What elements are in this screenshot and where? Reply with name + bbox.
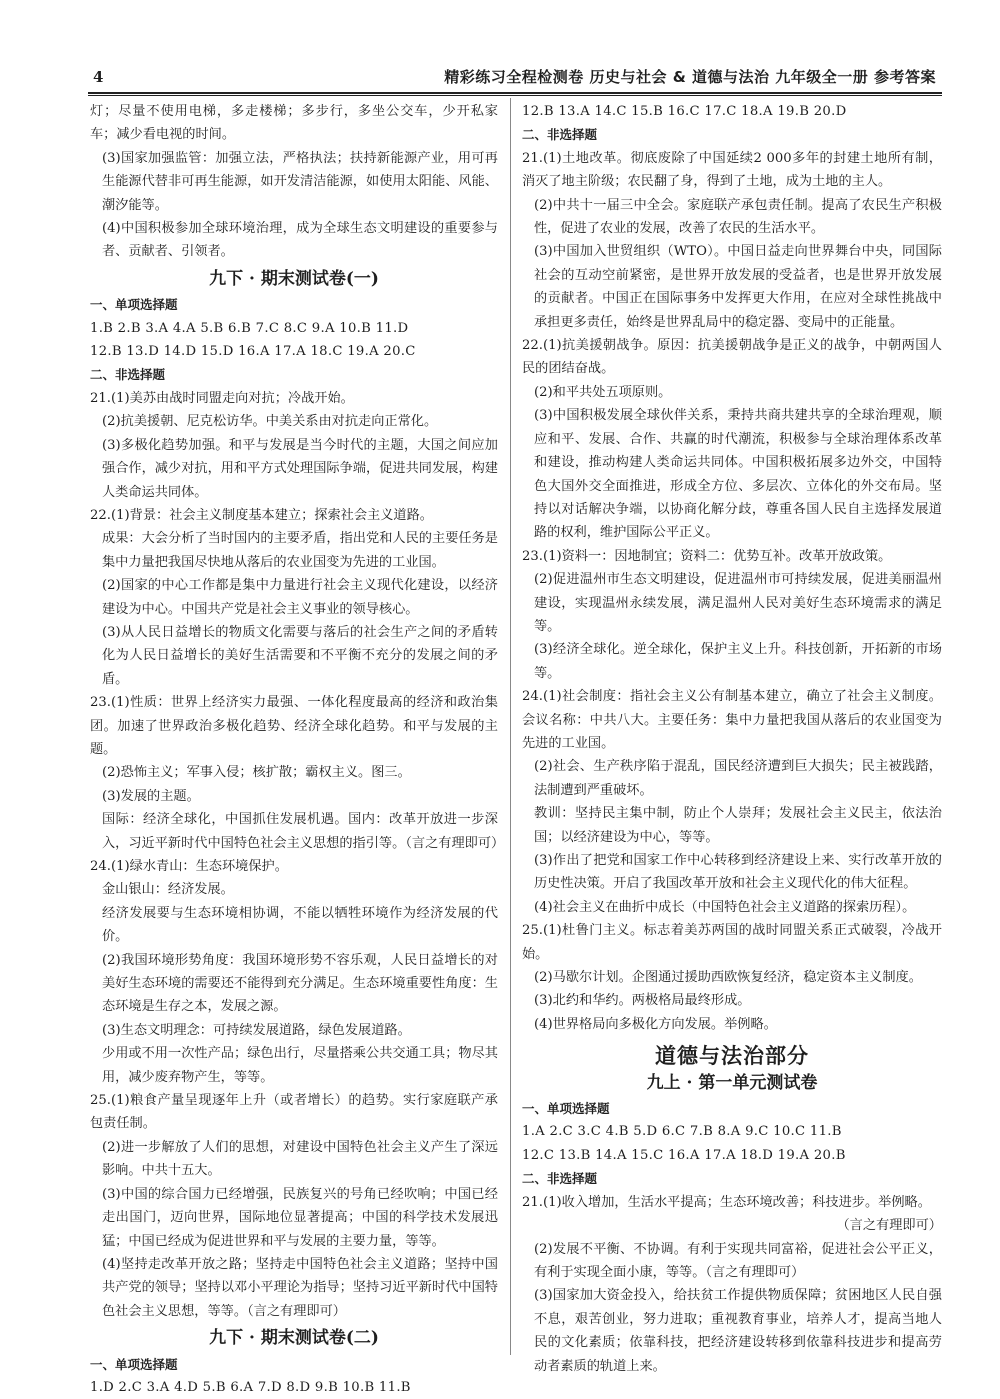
answer-paragraph: 成果：大会分析了当时国内的主要矛盾，指出党和人民的主要任务是集中力量把我国尽快地从落后的农业国变为先进的工业国。 — [102, 531, 498, 570]
right-column — [522, 100, 942, 1378]
section-heading: 二、非选择题 — [90, 367, 166, 383]
exam-title: 九上 · 第一单元测试卷 — [646, 1072, 818, 1093]
answer-paragraph: 国际：经济全球化，中国抓住发展机遇。国内：改革开放进一步深入，习近平新时代中国特色社会主义思想的指引等。（言之有理即可） — [102, 812, 505, 851]
answer-key-line: 1.B 2.B 3.A 4.A 5.B 6.B 7.C 8.C 9.A 10.B 11.D — [90, 320, 409, 336]
answer-paragraph: (3)从人民日益增长的物质文化需要与落后的社会生产之间的矛盾转化为人民日益增长的美好生活需要和不平衡不充分的发展之间的矛盾。 — [102, 624, 498, 687]
answer-paragraph: (3)生态文明理念：可持续发展道路，绿色发展道路。 — [102, 1022, 411, 1038]
section-heading: 一、单项选择题 — [522, 1101, 610, 1117]
answer-paragraph: (2)进一步解放了人们的思想，对建设中国特色社会主义产生了深远影响。中共十五大。 — [102, 1139, 498, 1179]
answer-paragraph: (3)作出了把党和国家工作中心转移到经济建设上来、实行改革开放的历史性决策。开启了我国改革开放和社会主义现代化的伟大征程。 — [534, 853, 942, 892]
answer-key-line: 1.D 2.C 3.A 4.D 5.B 6.A 7.D 8.D 9.B 10.B 11.B — [90, 1379, 411, 1395]
section-heading: 二、非选择题 — [522, 127, 598, 143]
left-column — [90, 100, 505, 1399]
question-answer: 22.(1)背景：社会主义制度基本建立；探索社会主义道路。 — [90, 507, 433, 523]
answer-paragraph: (2)和平共处五项原则。 — [534, 384, 672, 400]
answer-paragraph: (2)社会、生产秩序陷于混乱，国民经济遭到巨大损失；民主被践踏，法制遭到严重破坏。 — [534, 759, 942, 798]
answer-paragraph: (2)促进温州市生态文明建设，促进温州市可持续发展，促进美丽温州建设，实现温州永续发展，满足温州人民对美好生态环境需求的满足等。 — [534, 572, 942, 634]
answer-paragraph: (4)坚持走改革开放之路；坚持走中国特色社会主义道路；坚持中国共产党的领导；坚持以邓小平理论为指导；坚持习近平新时代中国特色社会主义思想，等等。（言之有理即可） — [102, 1256, 498, 1319]
running-header: 精彩练习全程检测卷 历史与社会 & 道德与法治 九年级全一册 参考答案 — [444, 68, 936, 86]
header-rule — [88, 92, 942, 94]
answer-key-line: 12.B 13.D 14.D 15.D 16.A 17.A 18.C 19.A 20.C — [90, 344, 416, 360]
note: （言之有理即可） — [836, 1218, 942, 1234]
question-answer: 25.(1)杜鲁门主义。标志着美苏两国的战时同盟关系正式破裂，冷战开始。 — [522, 923, 942, 962]
question-answer: 灯；尽量不使用电梯，多走楼梯；多步行，多坐公交车，少开私家车；减少看电视的时间。 — [90, 104, 498, 143]
answer-paragraph: (2)马歇尔计划。企图通过援助西欧恢复经济，稳定资本主义制度。 — [534, 970, 922, 986]
section-heading: 一、单项选择题 — [90, 1356, 178, 1372]
question-answer: 21.(1)收入增加，生活水平提高；生态环境改善；科技进步。举例略。 — [522, 1194, 931, 1210]
question-answer: 22.(1)抗美援朝战争。原因：抗美援朝战争是正义的战争，中朝两国人民的团结奋战。 — [522, 338, 942, 377]
question-answer: 24.(1)社会制度：指社会主义公有制基本建立，确立了社会主义制度。会议名称：中共八大。主要任务：集中力量把我国从落后的农业国变为先进的工业国。 — [522, 689, 942, 751]
question-answer: 23.(1)性质：世界上经济实力最强、一体化程度最高的经济和政治集团。加速了世界政治多极化趋势、经济全球化趋势。和平与发展的主题。 — [90, 695, 498, 757]
question-answer: 25.(1)粮食产量呈现逐年上升（或者增长）的趋势。实行家庭联产承包责任制。 — [90, 1093, 498, 1132]
answer-paragraph: (2)国家的中心工作都是集中力量进行社会主义现代化建设，以经济建设为中心。中国共产党是社会主义事业的领导核心。 — [102, 578, 498, 617]
answer-paragraph: (3)中国的综合国力已经增强，民族复兴的号角已经吹响；中国已经走出国门，迈向世界，国际地位显著提高；中国的科学技术发展迅猛；中国已经成为促进世界和平与发展的主要力量，等等。 — [102, 1186, 498, 1249]
answer-paragraph: (3)经济全球化。逆全球化，保护主义上升。科技创新，开拓新的市场等。 — [534, 642, 942, 681]
answer-paragraph: (3)国家加大资金投入，给扶贫工作提供物质保障；贫困地区人民自强不息，艰苦创业，努力进取；重视教育事业，培养人才，提高当地人民的文化素质；依靠科技，把经济建设转移到依靠科技进步和提高劳动者素质的轨道上来。 — [534, 1288, 942, 1374]
exam-title: 九下 · 期末测试卷(二) — [209, 1328, 379, 1349]
answer-key-line: 1.A 2.C 3.C 4.B 5.D 6.C 7.B 8.A 9.C 10.C 11.B — [522, 1124, 842, 1140]
answer-paragraph: 少用或不用一次性产品；绿色出行，尽量搭乘公共交通工具；物尽其用，减少废弃物产生，等等。 — [102, 1046, 498, 1085]
answer-paragraph: (3)多极化趋势加强。和平与发展是当今时代的主题，大国之间应加强合作，减少对抗，用和平方式处理国际争端，促进共同发展，构建人类命运共同体。 — [102, 437, 498, 500]
question-answer: 21.(1)土地改革。彻底废除了中国延续2 000多年的封建土地所有制，消灭了地主阶级；农民翻了身，得到了土地，成为土地的主人。 — [522, 150, 942, 190]
answer-paragraph: (3)发展的主题。 — [102, 788, 200, 804]
answer-paragraph: (3)北约和华约。两极格局最终形成。 — [534, 993, 751, 1009]
answer-paragraph: (3)国家加强监管：加强立法，严格执法；扶持新能源产业，用可再生能源代替非可再生能源，如开发清洁能源，如使用太阳能、风能、潮汐能等。 — [102, 150, 498, 213]
page-number: 4 — [93, 68, 104, 86]
answer-paragraph: (2)恐怖主义；军事入侵；核扩散；霸权主义。图三。 — [102, 765, 411, 781]
answer-paragraph: 经济发展要与生态环境相协调，不能以牺牲环境作为经济发展的代价。 — [102, 905, 498, 945]
answer-paragraph: (4)世界格局向多极化方向发展。举例略。 — [534, 1016, 777, 1032]
header-rule-thin — [88, 95, 942, 96]
answer-paragraph: 金山银山：经济发展。 — [102, 882, 234, 898]
question-answer: 23.(1)资料一：因地制宜；资料二：优势互补。改革开放政策。 — [522, 548, 892, 564]
answer-paragraph: (3)中国积极发展全球伙伴关系，秉持共商共建共享的全球治理观，顺应和平、发展、合作、共赢的时代潮流，积极参与全球治理体系改革和建设，推动构建人类命运共同体。中国积极拓展多边外交，中国特色大国外交全面推进，形成全方位、多层次、立体化的外交布局。坚持以对话解决争端，以协商化解分歧，尊重各国人民自主选择发展道路的权利，维护国际公平正义。 — [534, 408, 942, 541]
exam-title: 九下 · 期末测试卷(一) — [209, 268, 379, 289]
question-answer: 24.(1)绿水青山：生态环境保护。 — [90, 859, 288, 874]
answer-paragraph: (2)抗美援朝、尼克松访华。中美关系由对抗走向正常化。 — [102, 414, 438, 430]
answer-paragraph: (4)中国积极参加全球环境治理，成为全球生态文明建设的重要参与者、贡献者、引领者。 — [102, 221, 498, 260]
answer-paragraph: (2)发展不平衡、不协调。有利于实现共同富裕，促进社会公平正义，有利于实现全面小康，等等。（言之有理即可） — [534, 1241, 942, 1280]
answer-key-line: 12.C 13.B 14.A 15.C 16.A 17.A 18.D 19.A 20.B — [522, 1147, 846, 1163]
section-heading: 二、非选择题 — [522, 1171, 598, 1187]
answer-paragraph: (2)中共十一届三中全会。家庭联产承包责任制。提高了农民生产积极性，促进了农业的发展，改善了农民的生活水平。 — [534, 197, 942, 237]
answer-paragraph: (4)社会主义在曲折中成长（中国特色社会主义道路的探索历程）。 — [534, 899, 916, 915]
part-title: 道德与法治部分 — [655, 1043, 809, 1069]
answer-key-line: 12.B 13.A 14.C 15.B 16.C 17.C 18.A 19.B 20.D — [522, 104, 847, 119]
section-heading: 一、单项选择题 — [90, 297, 178, 313]
answer-paragraph: (3)中国加入世贸组织（WTO）。中国日益走向世界舞台中央，同国际社会的互动空前紧密，是世界开放发展的受益者，也是世界开放发展的贡献者。中国正在国际事务中发挥更大作用，在应对全球性挑战中承担更多责任，始终是世界乱局中的稳定器、变局中的正能量。 — [534, 244, 942, 330]
answer-paragraph: (2)我国环境形势角度：我国环境形势不容乐观，人民日益增长的对美好生态环境的需要还不能得到充分满足。生态环境重要性角度：生态环境是生存之本，发展之源。 — [102, 952, 498, 1015]
question-answer: 21.(1)美苏由战时同盟走向对抗；冷战开始。 — [90, 390, 354, 406]
answer-paragraph: 教训：坚持民主集中制，防止个人崇拜；发展社会主义民主，依法治国；以经济建设为中心，等等。 — [534, 806, 942, 845]
column-divider — [510, 98, 511, 1355]
